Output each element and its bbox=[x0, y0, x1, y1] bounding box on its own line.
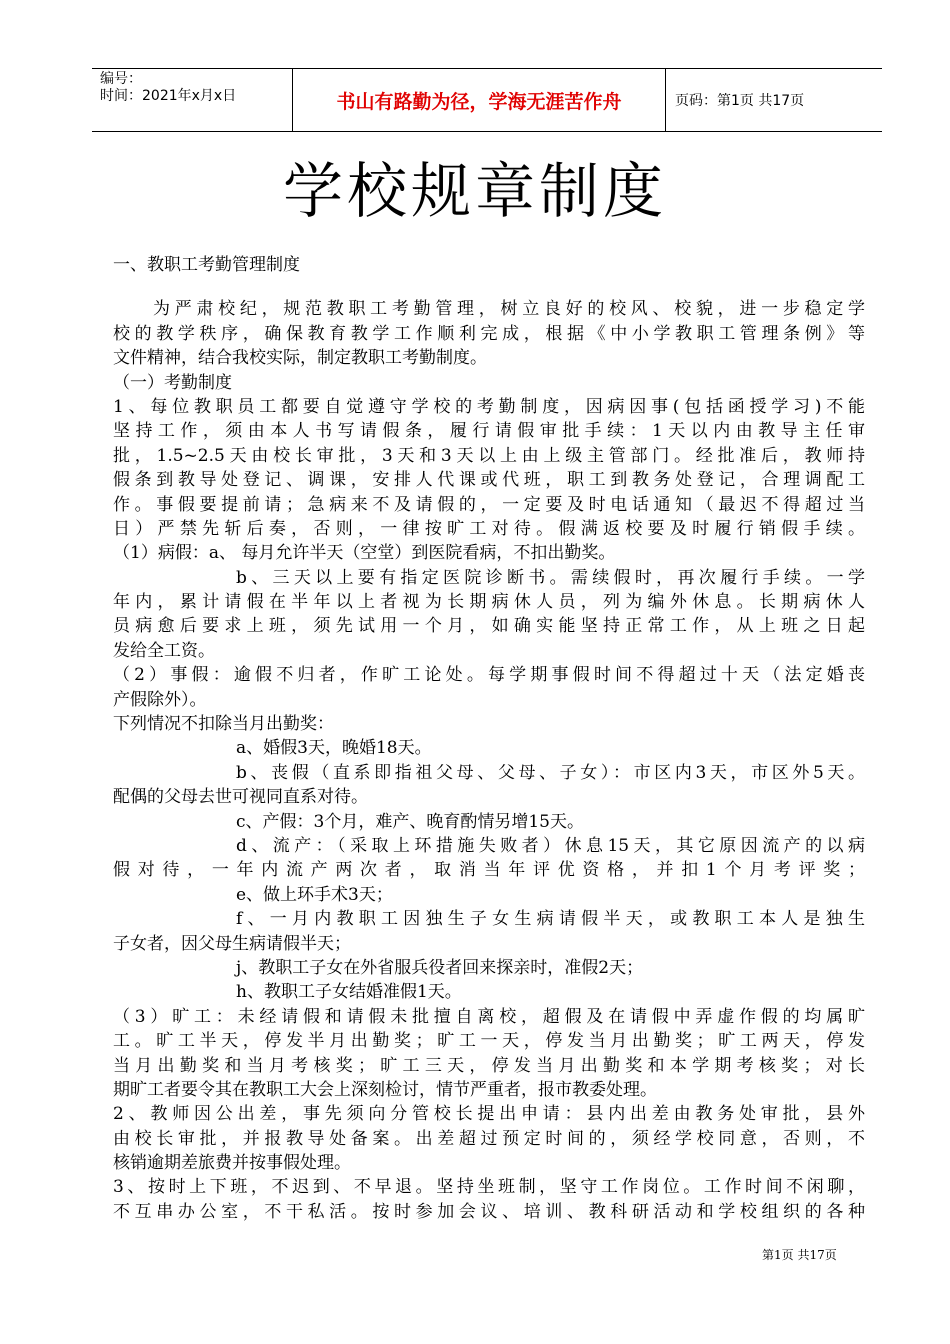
header-meta bbox=[92, 69, 292, 131]
paragraph-line: 3、按时上下班，不迟到、不早退。坚持坐班制，坚守工作岗位。工作时间不闲聊， bbox=[113, 1177, 865, 1198]
paragraph-line: 假对待，一年内流产两次者，取消当年评优资格，并扣1个月考评奖； bbox=[113, 860, 865, 881]
paragraph-line: 子女者，因父母生病请假半天； bbox=[113, 933, 351, 954]
paragraph-line: （3）旷工：未经请假和请假未批擅自离校，超假及在请假中弄虚作假的均属旷 bbox=[113, 1006, 865, 1027]
paragraph-line: 假条到教导处登记、调课，安排人代课或代班，职工到教务处登记，合理调配工 bbox=[113, 470, 865, 491]
paragraph-line: 日）严禁先斩后奏，否则，一律按旷工对待。假满返校要及时履行销假手续。 bbox=[113, 518, 865, 539]
number-label: 编号： bbox=[100, 71, 142, 87]
paragraph-line: 校的教学秩序，确保教育教学工作顺利完成，根据《中小学教职工管理条例》等 bbox=[113, 323, 865, 344]
list-item: h、教职工子女结婚准假1天。 bbox=[236, 982, 462, 1003]
paragraph-line: 期旷工者要令其在教职工大会上深刻检讨，情节严重者，报市教委处理。 bbox=[113, 1079, 657, 1100]
paragraph-line: 产假除外）。 bbox=[113, 689, 207, 710]
list-item: f、一月内教职工因独生子女生病请假半天，或教职工本人是独生 bbox=[236, 909, 865, 930]
list-item: d、流产：（采取上环措施失败者）休息15天，其它原因流产的以病 bbox=[236, 835, 865, 856]
paragraph-line: 1、每位教职员工都要自觉遵守学校的考勤制度，因病因事(包括函授学习)不能 bbox=[113, 396, 865, 417]
paragraph-line: 2、教师因公出差，事先须向分管校长提出申请：县内出差由教务处审批，县外 bbox=[113, 1104, 865, 1125]
list-item: b、丧假（直系即指祖父母、父母、子女）：市区内3天，市区外5天。 bbox=[236, 762, 865, 783]
paragraph-line: 不互串办公室，不干私活。按时参加会议、培训、教科研活动和学校组织的各种 bbox=[113, 1201, 865, 1222]
list-item: e、做上环手术3天； bbox=[236, 884, 393, 905]
document-body bbox=[113, 253, 865, 1224]
subsection-heading: （一）考勤制度 bbox=[113, 372, 232, 393]
paragraph-line: 当月出勤奖和当月考核奖；旷工三天，停发当月出勤奖和本学期考核奖；对长 bbox=[113, 1055, 865, 1076]
paragraph-line: 年内，累计请假在半年以上者视为长期病休人员，列为编外休息。长期病休人 bbox=[113, 592, 865, 613]
paragraph-line: 核销逾期差旅费并按事假处理。 bbox=[113, 1153, 351, 1174]
list-item: j、教职工子女在外省服兵役者回来探亲时，准假2天； bbox=[236, 957, 644, 978]
document-title: 学校规章制度 bbox=[283, 157, 667, 227]
paragraph-line: 批，1.5~2.5天由校长审批，3天和3天以上由上级主管部门。经批准后，教师持 bbox=[113, 445, 865, 466]
paragraph-line: 文件精神，结合我校实际，制定教职工考勤制度。 bbox=[113, 348, 487, 369]
paragraph-line: 为严肃校纪，规范教职工考勤管理，树立良好的校风、校貌，进一步稳定学 bbox=[153, 299, 865, 320]
section-heading: 一、教职工考勤管理制度 bbox=[113, 255, 300, 275]
paragraph-line: 配偶的父母去世可视同直系对待。 bbox=[113, 787, 368, 808]
list-item: c、产假：3个月，难产、晚育酌情另增15天。 bbox=[236, 811, 584, 832]
list-item: a、婚假3天，晚婚18天。 bbox=[236, 738, 432, 759]
header-motto: 书山有路勤为径，学海无涯苦作舟 bbox=[292, 69, 666, 131]
paragraph-line: 由校长审批，并报教导处备案。出差超过预定时间的，须经学校同意，否则，不 bbox=[113, 1128, 865, 1149]
paragraph-line: （2）事假：逾假不归者，作旷工论处。每学期事假时间不得超过十天（法定婚丧 bbox=[113, 665, 865, 686]
page-header bbox=[92, 68, 882, 132]
paragraph-line: 坚持工作，须由本人书写请假条，履行请假审批手续：1天以内由教导主任审 bbox=[113, 421, 865, 442]
paragraph-line: 下列情况不扣除当月出勤奖： bbox=[113, 714, 334, 735]
time-label: 时间：2021年x月x日 bbox=[100, 88, 237, 104]
page-footer: 第1页 共17页 bbox=[762, 1248, 837, 1262]
paragraph-line: （1）病假：a、 每月允许半天（空堂）到医院看病，不扣出勤奖。 bbox=[113, 543, 616, 564]
paragraph-line: b、三天以上要有指定医院诊断书。需续假时，再次履行手续。一学 bbox=[236, 567, 865, 588]
paragraph-line: 作。事假要提前请；急病来不及请假的，一定要及时电话通知（最迟不得超过当 bbox=[113, 494, 865, 515]
header-page-info: 页码：第1页 共17页 bbox=[675, 93, 805, 109]
paragraph-line: 员病愈后要求上班，须先试用一个月，如确实能坚持正常工作，从上班之日起 bbox=[113, 616, 865, 637]
paragraph-line: 发给全工资。 bbox=[113, 640, 215, 661]
paragraph-line: 工。旷工半天，停发半月出勤奖；旷工一天，停发当月出勤奖；旷工两天，停发 bbox=[113, 1031, 865, 1052]
